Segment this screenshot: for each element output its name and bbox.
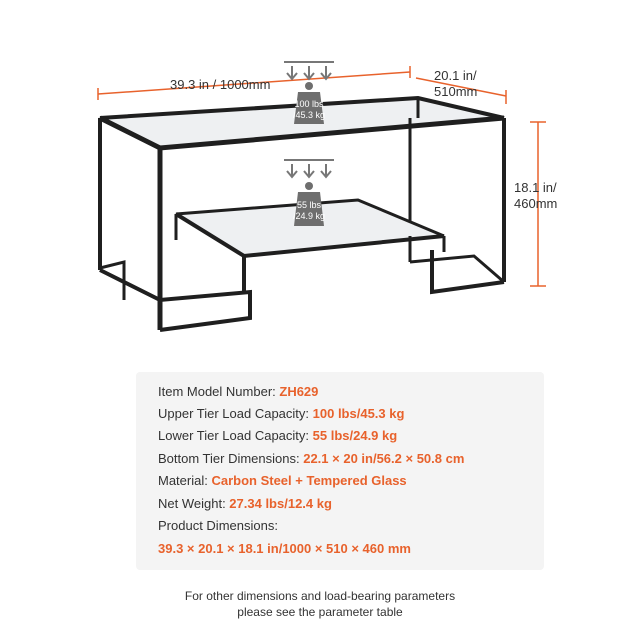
- width-label: 39.3 in / 1000mm: [170, 77, 271, 92]
- spec-value: 27.34 lbs/12.4 kg: [229, 496, 332, 511]
- lower-load-line1: 55 lbs: [296, 200, 322, 210]
- spec-upper-load: [158, 406, 404, 422]
- upper-load-line1: 100 lbs: [294, 99, 324, 109]
- depth-label-line1: 20.1 in/: [434, 68, 477, 83]
- spec-bottom-tier: [158, 451, 464, 467]
- spec-value: 39.3 × 20.1 × 18.1 in/1000 × 510 × 460 mm: [158, 541, 411, 556]
- spec-product-dimensions-value: [158, 541, 411, 557]
- spec-net-weight: [158, 496, 332, 512]
- down-arrow-icon: [287, 164, 331, 177]
- spec-value: 100 lbs/45.3 kg: [312, 406, 405, 421]
- spec-material: [158, 473, 407, 489]
- spec-label: Material:: [158, 473, 212, 488]
- upper-load-line2: /45.3 kg: [292, 110, 326, 120]
- lower-load-line2: /24.9 kg: [292, 211, 326, 221]
- spec-product-dimensions: [158, 518, 278, 534]
- spec-label: Product Dimensions:: [158, 518, 278, 533]
- spec-value: 22.1 × 20 in/56.2 × 50.8 cm: [303, 451, 465, 466]
- spec-value: 55 lbs/24.9 kg: [312, 428, 398, 443]
- depth-label-line2: 510mm: [434, 84, 478, 99]
- footer-line: For other dimensions and load-bearing parameters: [184, 589, 456, 603]
- down-arrow-icon: [287, 66, 331, 79]
- spec-value: ZH629: [279, 384, 319, 399]
- spec-lower-load: [158, 428, 397, 444]
- height-label-line2: 460mm: [514, 196, 558, 211]
- height-label-line1: 18.1 in/: [514, 180, 557, 195]
- footer-note: [0, 588, 640, 620]
- spec-label: Net Weight:: [158, 496, 230, 511]
- spec-model: [158, 384, 318, 400]
- spec-label: Item Model Number:: [158, 384, 280, 399]
- spec-label: Bottom Tier Dimensions:: [158, 451, 304, 466]
- footer-line: please see the parameter table: [237, 605, 403, 619]
- spec-value: Carbon Steel + Tempered Glass: [211, 473, 407, 488]
- spec-label: Lower Tier Load Capacity:: [158, 428, 313, 443]
- spec-label: Upper Tier Load Capacity:: [158, 406, 313, 421]
